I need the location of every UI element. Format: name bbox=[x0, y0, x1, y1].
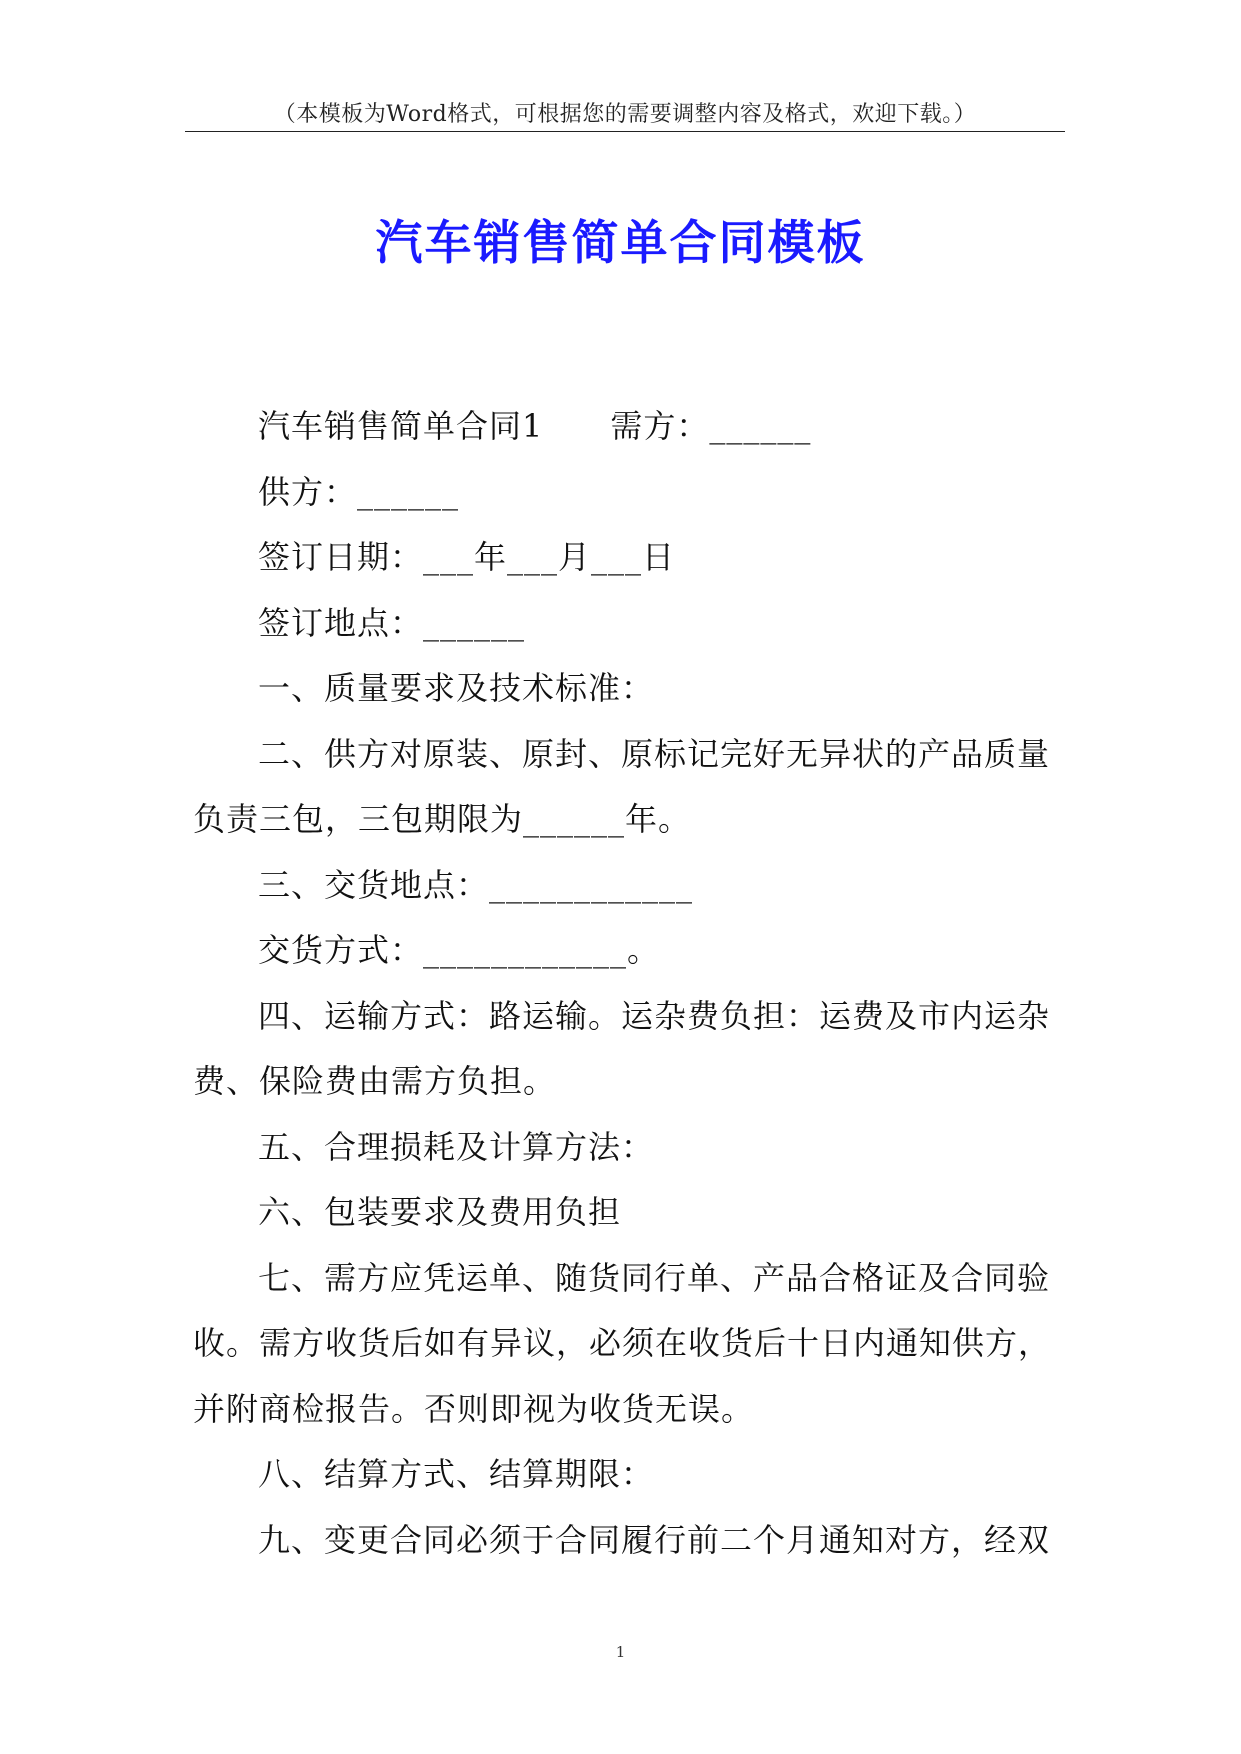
paragraph-clause-6: 六、包装要求及费用负担 bbox=[258, 1193, 622, 1231]
paragraph-supplier: 供方：______ bbox=[258, 472, 460, 511]
paragraph-signing-date: 签订日期：___年___月___日 bbox=[258, 538, 676, 576]
page-number: 1 bbox=[615, 1643, 626, 1661]
paragraph-clause-9: 九、变更合同必须于合同履行前二个月通知对方，经双 bbox=[258, 1520, 1051, 1559]
document-title: 汽车销售简单合同模板 bbox=[375, 216, 866, 271]
paragraph-clause-2: 二、供方对原装、原封、原标记完好无异状的产品质量负责三包，三包期限为______年。 bbox=[193, 734, 1051, 838]
paragraph-signing-place: 签订地点：______ bbox=[258, 603, 526, 642]
paragraph-clause-5: 五、合理损耗及计算方法： bbox=[258, 1127, 655, 1166]
paragraph-delivery-method: 交货方式：____________。 bbox=[258, 931, 661, 969]
paragraph-clause-1: 一、质量要求及技术标准： bbox=[258, 669, 655, 707]
paragraph-clause-8: 八、结算方式、结算期限： bbox=[258, 1455, 655, 1493]
paragraph-clause-7: 七、需方应凭运单、随货同行单、产品合格证及合同验收。需方收货后如有异议，必须在收货后十日内通知供方，并附商检报告。否则即视为收货无误。 bbox=[193, 1258, 1052, 1428]
paragraph-contract-heading: 汽车销售简单合同1 需方：______ bbox=[258, 407, 812, 445]
paragraph-clause-3: 三、交货地点：____________ bbox=[258, 865, 694, 904]
header-divider bbox=[185, 131, 1065, 132]
document-body bbox=[193, 394, 1063, 1573]
template-note: （本模板为Word格式，可根据您的需要调整内容及格式，欢迎下载。） bbox=[273, 102, 977, 127]
paragraph-clause-4: 四、运输方式：路运输。运杂费负担：运费及市内运杂费、保险费由需方负担。 bbox=[193, 996, 1051, 1100]
